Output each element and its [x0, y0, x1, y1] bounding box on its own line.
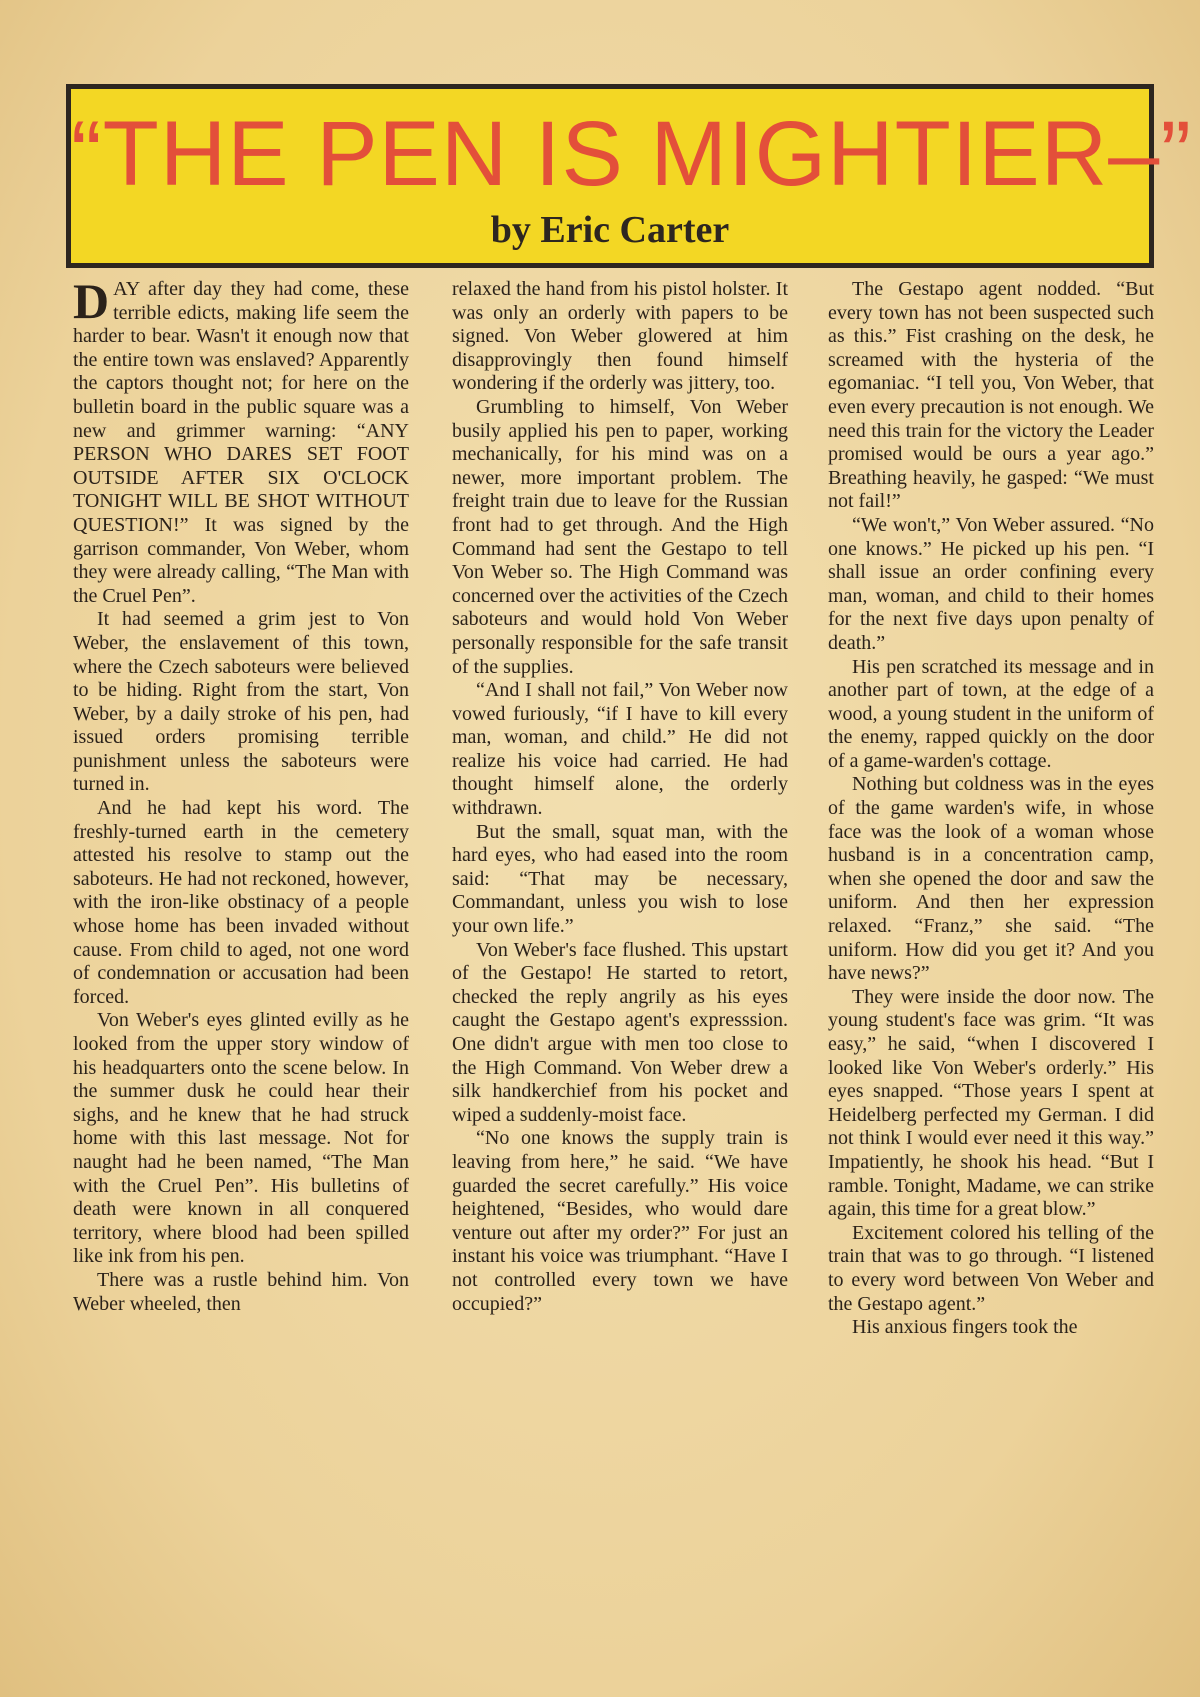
paragraph: “And I shall not fail,” Von Weber now vowed furiously, “if I have to kill every man, woman, and child.” He did not realize his voice had carried. He had thought himself alone, the orderly withdrawn.: [452, 679, 788, 820]
text-column-3: [828, 278, 1154, 1583]
paragraph: His anxious fingers took the: [852, 1316, 1078, 1339]
text-column-2: [452, 278, 788, 1583]
paragraph: relaxed the hand from his pistol holster. It was only an orderly with papers to be signed. Von Weber glowered at him disapprovingly then found himself wondering if the orderly was jittery, too.: [452, 278, 788, 395]
text-column-1: [73, 278, 409, 1583]
paragraph: And he had kept his word. The freshly-turned earth in the cemetery attested his resolve to stamp out the saboteurs. He had not reckoned, however, with the iron-like obstinacy of a people whose home has been invaded without cause. From child to aged, not one word of condemnation or accusation had been forced.: [73, 797, 409, 1008]
paragraph: “No one knows the supply train is leaving from here,” he said. “We have guarded the secret carefully.” His voice heightened, “Besides, who would dare venture out after my order?” For just an instant his voice was triumphant. “Have I not controlled every town we have occupied?”: [452, 1127, 788, 1315]
paragraph: Excitement colored his telling of the train that was to go through. “I listened to every word between Von Weber and the Gestapo agent.”: [828, 1221, 1154, 1315]
paragraph: His pen scratched its message and in another part of town, at the edge of a wood, a young student in the uniform of the enemy, rapped quickly on the door of a game-warden's cottage.: [828, 655, 1154, 772]
author-byline: by Eric Carter: [490, 209, 730, 251]
paragraph: There was a rustle behind him. Von Weber wheeled, then: [73, 1268, 409, 1315]
paragraph: Grumbling to himself, Von Weber busily applied his pen to paper, working mechanically, for his mind was on a newer, more important problem. The freight train due to leave for the Russian front had to get through. And the High Command had sent the Gestapo to tell Von Weber so. The High Command was concerned over the activities of the Czech saboteurs and would hold Von Weber personally responsible for the safe transit of the supplies.: [452, 395, 788, 678]
paragraph: Nothing but coldness was in the eyes of the game warden's wife, in whose face was the look of a woman whose husband is in a concentration camp, when she opened the door and saw the uniform. And then her expression relaxed. “Franz,” she said. “The uniform. How did you get it? And you have news?”: [828, 773, 1154, 985]
paragraph: They were inside the door now. The young student's face was grim. “It was easy,” he said, “when I discovered I looked like Von Weber's orderly.” His eyes snapped. “Those years I spent at Heidelberg perfected my German. I did not think I would ever need it this way.” Impatiently, he shook his head. “But I ramble. Tonight, Madame, we can strike again, this time for a great blow.”: [828, 985, 1154, 1221]
paragraph: Von Weber's eyes glinted evilly as he looked from the upper story window of his headquarters onto the scene below. In the summer dusk he could hear their sighs, and he knew that he had struck home with this last message. Not for naught had he been named, “The Man with the Cruel Pen”. His bulletins of death were known in all conquered territory, where blood had been spilled like ink from his pen.: [73, 1009, 409, 1268]
paragraph-text: AY after day they had come, these terrible edicts, making life seem the harder to bear. Wasn't it enough now that the entire town was enslaved? Apparently the captors thought not; for here on the bulletin board in the public square was a new and grimmer warning: “ANY PERSON WHO DARES SET FOOT OUTSIDE AFTER SIX O'CLOCK TONIGHT WILL BE SHOT WITHOUT QUESTION!” It was signed by the garrison commander, Von Weber, whom they were already calling, “The Man with the Cruel Pen”.: [73, 278, 409, 607]
drop-cap: D: [73, 278, 110, 329]
paragraph: It had seemed a grim jest to Von Weber, the enslavement of this town, where the Czech saboteurs were believed to be hiding. Right from the start, Von Weber, by a daily stroke of his pen, had issued orders promising terrible punishment unless the saboteurs were turned in.: [73, 608, 409, 796]
title-banner: [66, 84, 1192, 268]
paragraph: Von Weber's face flushed. This upstart of the Gestapo! He started to retort, checked the reply angrily as his eyes caught the Gestapo agent's expresssion. One didn't argue with men too close to the High Command. Von Weber drew a silk handkerchief from his pocket and wiped a suddenly-moist face.: [452, 938, 788, 1126]
story-title: “THE PEN IS MIGHTIER–”: [71, 103, 1192, 205]
paragraph: “We won't,” Von Weber assured. “No one knows.” He picked up his pen. “I shall issue an order confining every man, woman, and child to their homes for the next five days upon penalty of death.”: [828, 513, 1154, 654]
paragraph: [73, 278, 409, 608]
paragraph: The Gestapo agent nodded. “But every town has not been suspected such as this.” Fist crashing on the desk, he screamed with the hysteria of the egomaniac. “I tell you, Von Weber, that even every precaution is not enough. We need this train for the victory the Leader promised would be ours a year ago.” Breathing heavily, he gasped: “We must not fail!”: [828, 278, 1154, 513]
paragraph: But the small, squat man, with the hard eyes, who had eased into the room said: “That may be necessary, Commandant, unless you wish to lose your own life.”: [452, 820, 788, 938]
